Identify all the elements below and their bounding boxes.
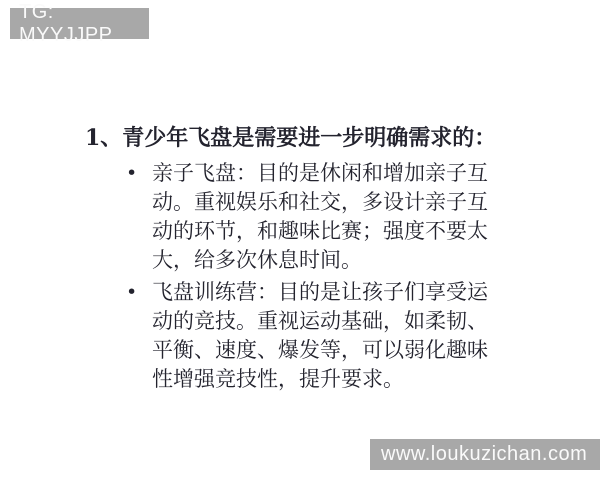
- bullet-line: 大，给多次休息时间。: [152, 248, 362, 272]
- bullet-line: 动。重视娱乐和社交，多设计亲子互: [152, 190, 488, 214]
- bullet-text: [152, 278, 505, 394]
- bullet-line: 动的环节，和趣味比赛；强度不要太: [152, 219, 488, 243]
- bullet-item: [85, 159, 505, 275]
- section-heading: 1、青少年飞盘是需要进一步明确需求的：: [85, 125, 497, 151]
- bullet-text: [152, 159, 505, 275]
- bullet-line: 飞盘训练营：目的是让孩子们享受运: [152, 280, 488, 304]
- bullet-marker: •: [126, 281, 138, 303]
- watermark-url-text: www.loukuzichan.com: [381, 443, 588, 465]
- bullet-item: [85, 278, 505, 394]
- bullet-line: 平衡、速度、爆发等，可以弱化趣味: [152, 338, 488, 362]
- bullet-marker: •: [126, 162, 138, 184]
- watermark-top-banner: [10, 0, 149, 46]
- watermark-top-text: TG: MYYJJPP: [19, 0, 113, 46]
- watermark-url-banner: [370, 439, 600, 470]
- bullet-line: 动的竞技。重视运动基础，如柔韧、: [152, 309, 488, 333]
- bullet-line: 性增强竞技性，提升要求。: [152, 367, 404, 391]
- bullet-line: 亲子飞盘：目的是休闲和增加亲子互: [152, 161, 488, 185]
- document-body: [85, 124, 505, 394]
